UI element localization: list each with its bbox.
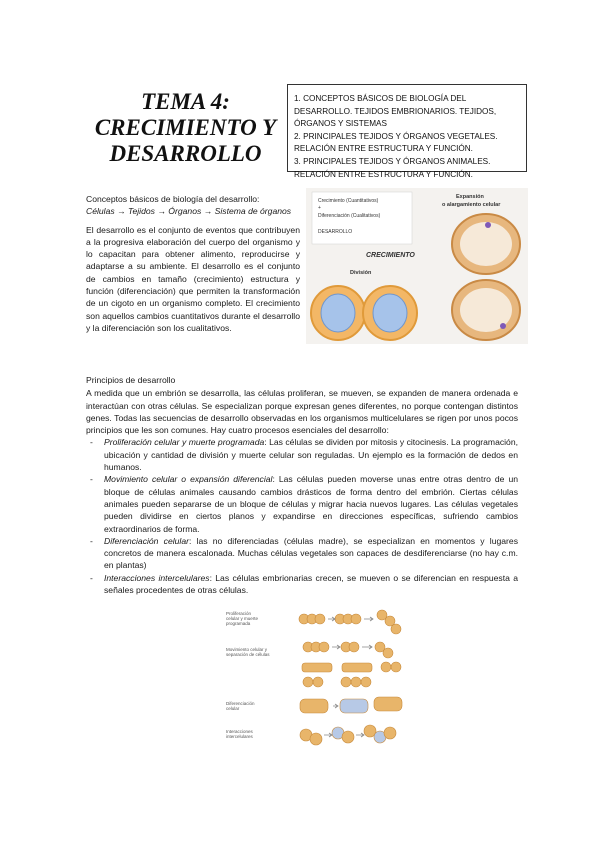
principles-intro: A medida que un embrión se desarrolla, las células proliferan, se mueven, se expanden de manera ordenada e interactúan con otras células. Se especializan porque expresan genes diferentes, no porque contengan distintos genes. Todas las secuencias de desarrollo observadas en los organismos multicelulares se rigen por unos pocos principios que les son comunes. Hay cuatro procesos esenciales del desarrollo: <box>86 388 518 436</box>
cell-nucleus <box>500 323 506 329</box>
process-label: Movimiento celular y <box>226 647 268 652</box>
development-processes-figure <box>220 607 410 757</box>
vacuole <box>460 222 512 266</box>
term: Proliferación celular y muerte programada <box>104 437 265 448</box>
title-line: CRECIMIENTO Y <box>94 115 277 140</box>
list-item <box>86 572 518 597</box>
interaction-row <box>300 725 396 745</box>
process-label: intercelulares <box>226 734 253 739</box>
toc-item: 1. CONCEPTOS BÁSICOS DE BIOLOGÍA DEL DESARROLLO. TEJIDOS EMBRIONARIOS. TEJIDOS, ÓRGANOS Y SISTEMAS <box>294 94 497 129</box>
expansion-sublabel: o alargamiento celular <box>442 202 501 208</box>
legend-development: DESARROLLO <box>318 229 353 235</box>
legend-growth: Crecimiento (Cuantitativos) <box>318 198 379 204</box>
division-label: División <box>350 270 372 276</box>
growth-label: CRECIMIENTO <box>366 252 415 259</box>
legend-differentiation: Diferenciación (Cualitativos) <box>318 213 381 219</box>
growth-diagram <box>306 188 528 344</box>
principles-list <box>86 436 518 596</box>
process-label: celular y muerte <box>226 616 259 621</box>
table-of-contents <box>287 84 527 179</box>
intro-paragraph: El desarrollo es el conjunto de eventos que contribuyen a la progresiva elaboración del cuerpo del organismo y lo capacitan para obtener alimento, reproducirse y adaptarse a su ambiente. El desarrollo es el conjunto de cambios en tamaño (crecimiento) estructura y función (diferenciación) que permiten la transformación de un cigoto en un organismo completo. El crecimiento son aquellos cambios cuantitativos durante el desarrollo y la diferenciación son los cualitativos. <box>86 224 300 333</box>
intro-heading: Conceptos básicos de biología del desarrollo: <box>86 194 260 204</box>
cell-nucleus <box>373 294 407 332</box>
term-text: : Las células pueden moverse unas entre otras dentro de un bloque de células animales causando cambios drásticos de forma dentro del embrión. Ciertas células animales pueden separarse de un bloque de células y migrar hacia nuevos lugares. Las células vegetales pueden dividirse en ciertos planos y expandirse en direcciones específicas, sufriendo cambios extraordinarios de forma. <box>104 474 518 534</box>
process-label: Diferenciación <box>226 701 255 706</box>
title-line: DESARROLLO <box>109 141 262 166</box>
legend-plus: + <box>318 205 321 211</box>
list-item <box>86 436 518 473</box>
principles-heading: Principios de desarrollo <box>86 375 176 385</box>
term: Diferenciación celular <box>104 535 189 546</box>
process-label: separación de células <box>226 652 270 657</box>
movement-row <box>302 642 401 687</box>
proliferation-row <box>299 610 401 634</box>
toc-item: 3. PRINCIPALES TEJIDOS Y ÓRGANOS ANIMALES. RELACIÓN ENTRE ESTRUCTURA Y FUNCIÓN. <box>294 156 491 179</box>
term-text: : Las células embrionarias crecen, se mueven o se diferencian en respuesta a señales procedentes de otras células. <box>104 572 518 596</box>
expansion-label: Expansión <box>456 194 484 200</box>
toc-item: 2. PRINCIPALES TEJIDOS Y ÓRGANOS VEGETALES. RELACIÓN ENTRE ESTRUCTURA Y FUNCIÓN. <box>294 131 498 154</box>
term-text: : Las células se dividen por mitosis y citocinesis. La programación, ubicación y cantidad de división y muerte celular son reguladas. Un ejemplo es la formación de dedos en humanos. <box>104 437 518 473</box>
hierarchy-chain: Células → Tejidos → Órganos → Sistema de órganos <box>86 206 292 217</box>
process-label: celular <box>226 706 240 711</box>
page-title <box>88 89 283 167</box>
list-item <box>86 473 518 534</box>
cell-nucleus <box>321 294 355 332</box>
list-item <box>86 535 518 572</box>
term: Movimiento celular o expansión diferencial <box>104 474 273 485</box>
title-line: TEMA 4: <box>141 89 230 114</box>
process-label: Interacciones <box>226 729 253 734</box>
principles-section <box>86 374 518 596</box>
differentiation-row <box>300 697 402 713</box>
cell-nucleus <box>485 222 491 228</box>
term: Interacciones intercelulares <box>104 572 210 583</box>
process-label: programada <box>226 621 251 626</box>
term-text: : las no diferenciadas (células madre), se especializan en momentos y lugares concretos de manera escalonada. Muchas células vegetales son capaces de desdiferenciarse (no hay c.m. en plantas) <box>104 535 518 571</box>
process-label: Proliferación <box>226 611 252 616</box>
intro-section <box>86 193 300 334</box>
